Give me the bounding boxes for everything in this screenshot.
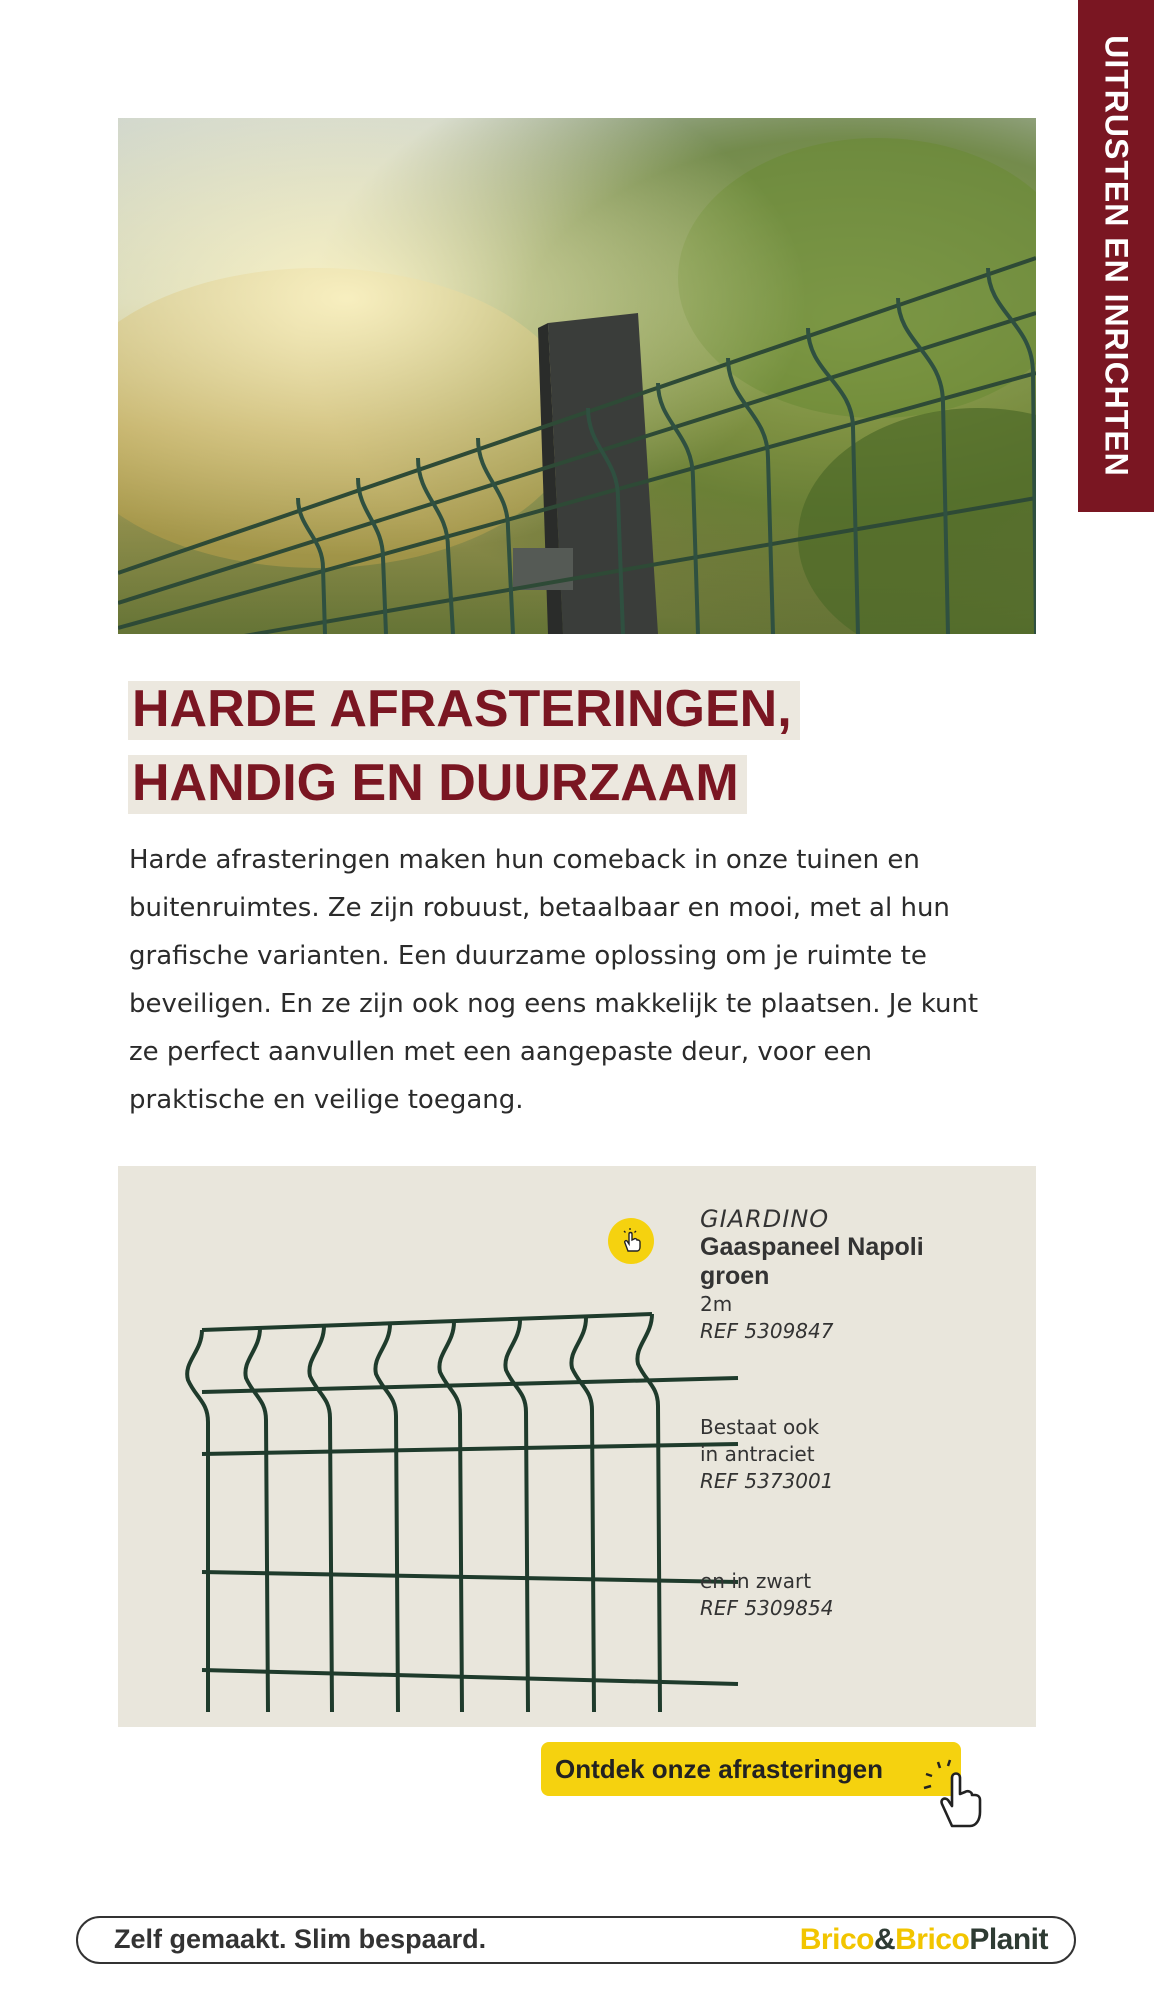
footer-bar	[76, 1916, 1076, 1964]
section-tab-label: UITRUSTEN EN INRICHTEN	[1098, 35, 1135, 477]
headline	[128, 672, 1008, 820]
footer-slogan: Zelf gemaakt. Slim bespaard.	[114, 1924, 487, 1954]
variant-antraciet-line-2: in antraciet	[700, 1442, 815, 1466]
discover-fences-button[interactable]: Ontdek onze afrasteringen	[541, 1742, 961, 1796]
headline-line-2: HANDIG EN DUURZAAM	[128, 746, 747, 820]
variant-zwart-ref: REF 5309854	[700, 1596, 834, 1620]
fence-panel-image	[178, 1232, 758, 1712]
product-ref: REF 5309847	[700, 1319, 834, 1343]
brand-logo[interactable]: Brico&BricoPlanit	[799, 1923, 1048, 1956]
product-size: 2m	[700, 1292, 733, 1316]
headline-line-1: HARDE AFRASTERINGEN,	[128, 672, 800, 746]
variant-antraciet-ref: REF 5373001	[700, 1469, 834, 1493]
hand-pointer-icon[interactable]	[918, 1752, 998, 1832]
product-name-line-2: groen	[700, 1262, 770, 1290]
variant-antraciet-line-1: Bestaat ook	[700, 1415, 820, 1439]
hand-pointer-icon[interactable]	[608, 1218, 654, 1264]
variant-zwart-line-1: en in zwart	[700, 1569, 812, 1593]
intro-paragraph: Harde afrasteringen maken hun comeback in onze tuinen en buitenruimtes. Ze zijn robuust, betaalbaar en mooi, met al hun grafische varianten. Een duurzame oplossing om je ruimte te beveiligen. En ze zijn ook nog eens makkelijk te plaatsen. Je kunt ze perfect aanvullen met een aangepaste deur, voor een praktische en veilige toegang.	[129, 845, 979, 1115]
hero-photo	[118, 118, 1036, 634]
product-brand: GIARDINO	[700, 1205, 830, 1233]
section-tab	[1078, 0, 1154, 512]
product-name-line-1: Gaaspaneel Napoli	[700, 1233, 924, 1261]
product-panel	[118, 1166, 1036, 1727]
